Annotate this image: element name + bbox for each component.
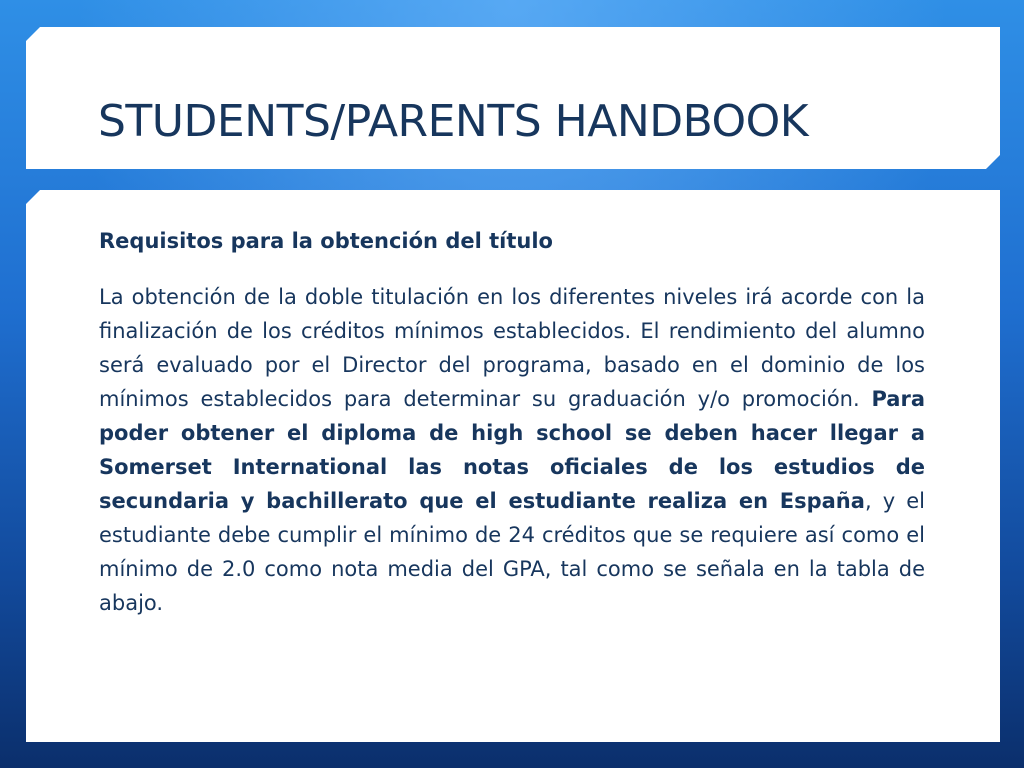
body-intro-text: La obtención de la doble titulación en los diferentes niveles irá acorde con la finalización de los créditos mínimos establecidos. El rendimiento del alumno será evaluado por el Director del programa, basado en el dominio de los mínimos establecidos para determinar su graduación y/o promoción. [99, 285, 925, 411]
body-outro-text: , y el estudiante debe cumplir el mínimo de 24 créditos que se requiere así como el mínimo de 2.0 como nota media del GPA, tal como se señala en la tabla de abajo. [99, 489, 925, 615]
body-paragraph [99, 280, 925, 620]
body-emphasis-text: Para poder obtener el diploma de high school se deben hacer llegar a Somerset International las notas oficiales de los estudios de secundaria y bachillerato que el estudiante realiza en España [99, 387, 925, 513]
section-heading: Requisitos para la obtención del título [99, 229, 553, 253]
page-title: STUDENTS/PARENTS HANDBOOK [98, 96, 809, 147]
slide-content [99, 224, 925, 620]
